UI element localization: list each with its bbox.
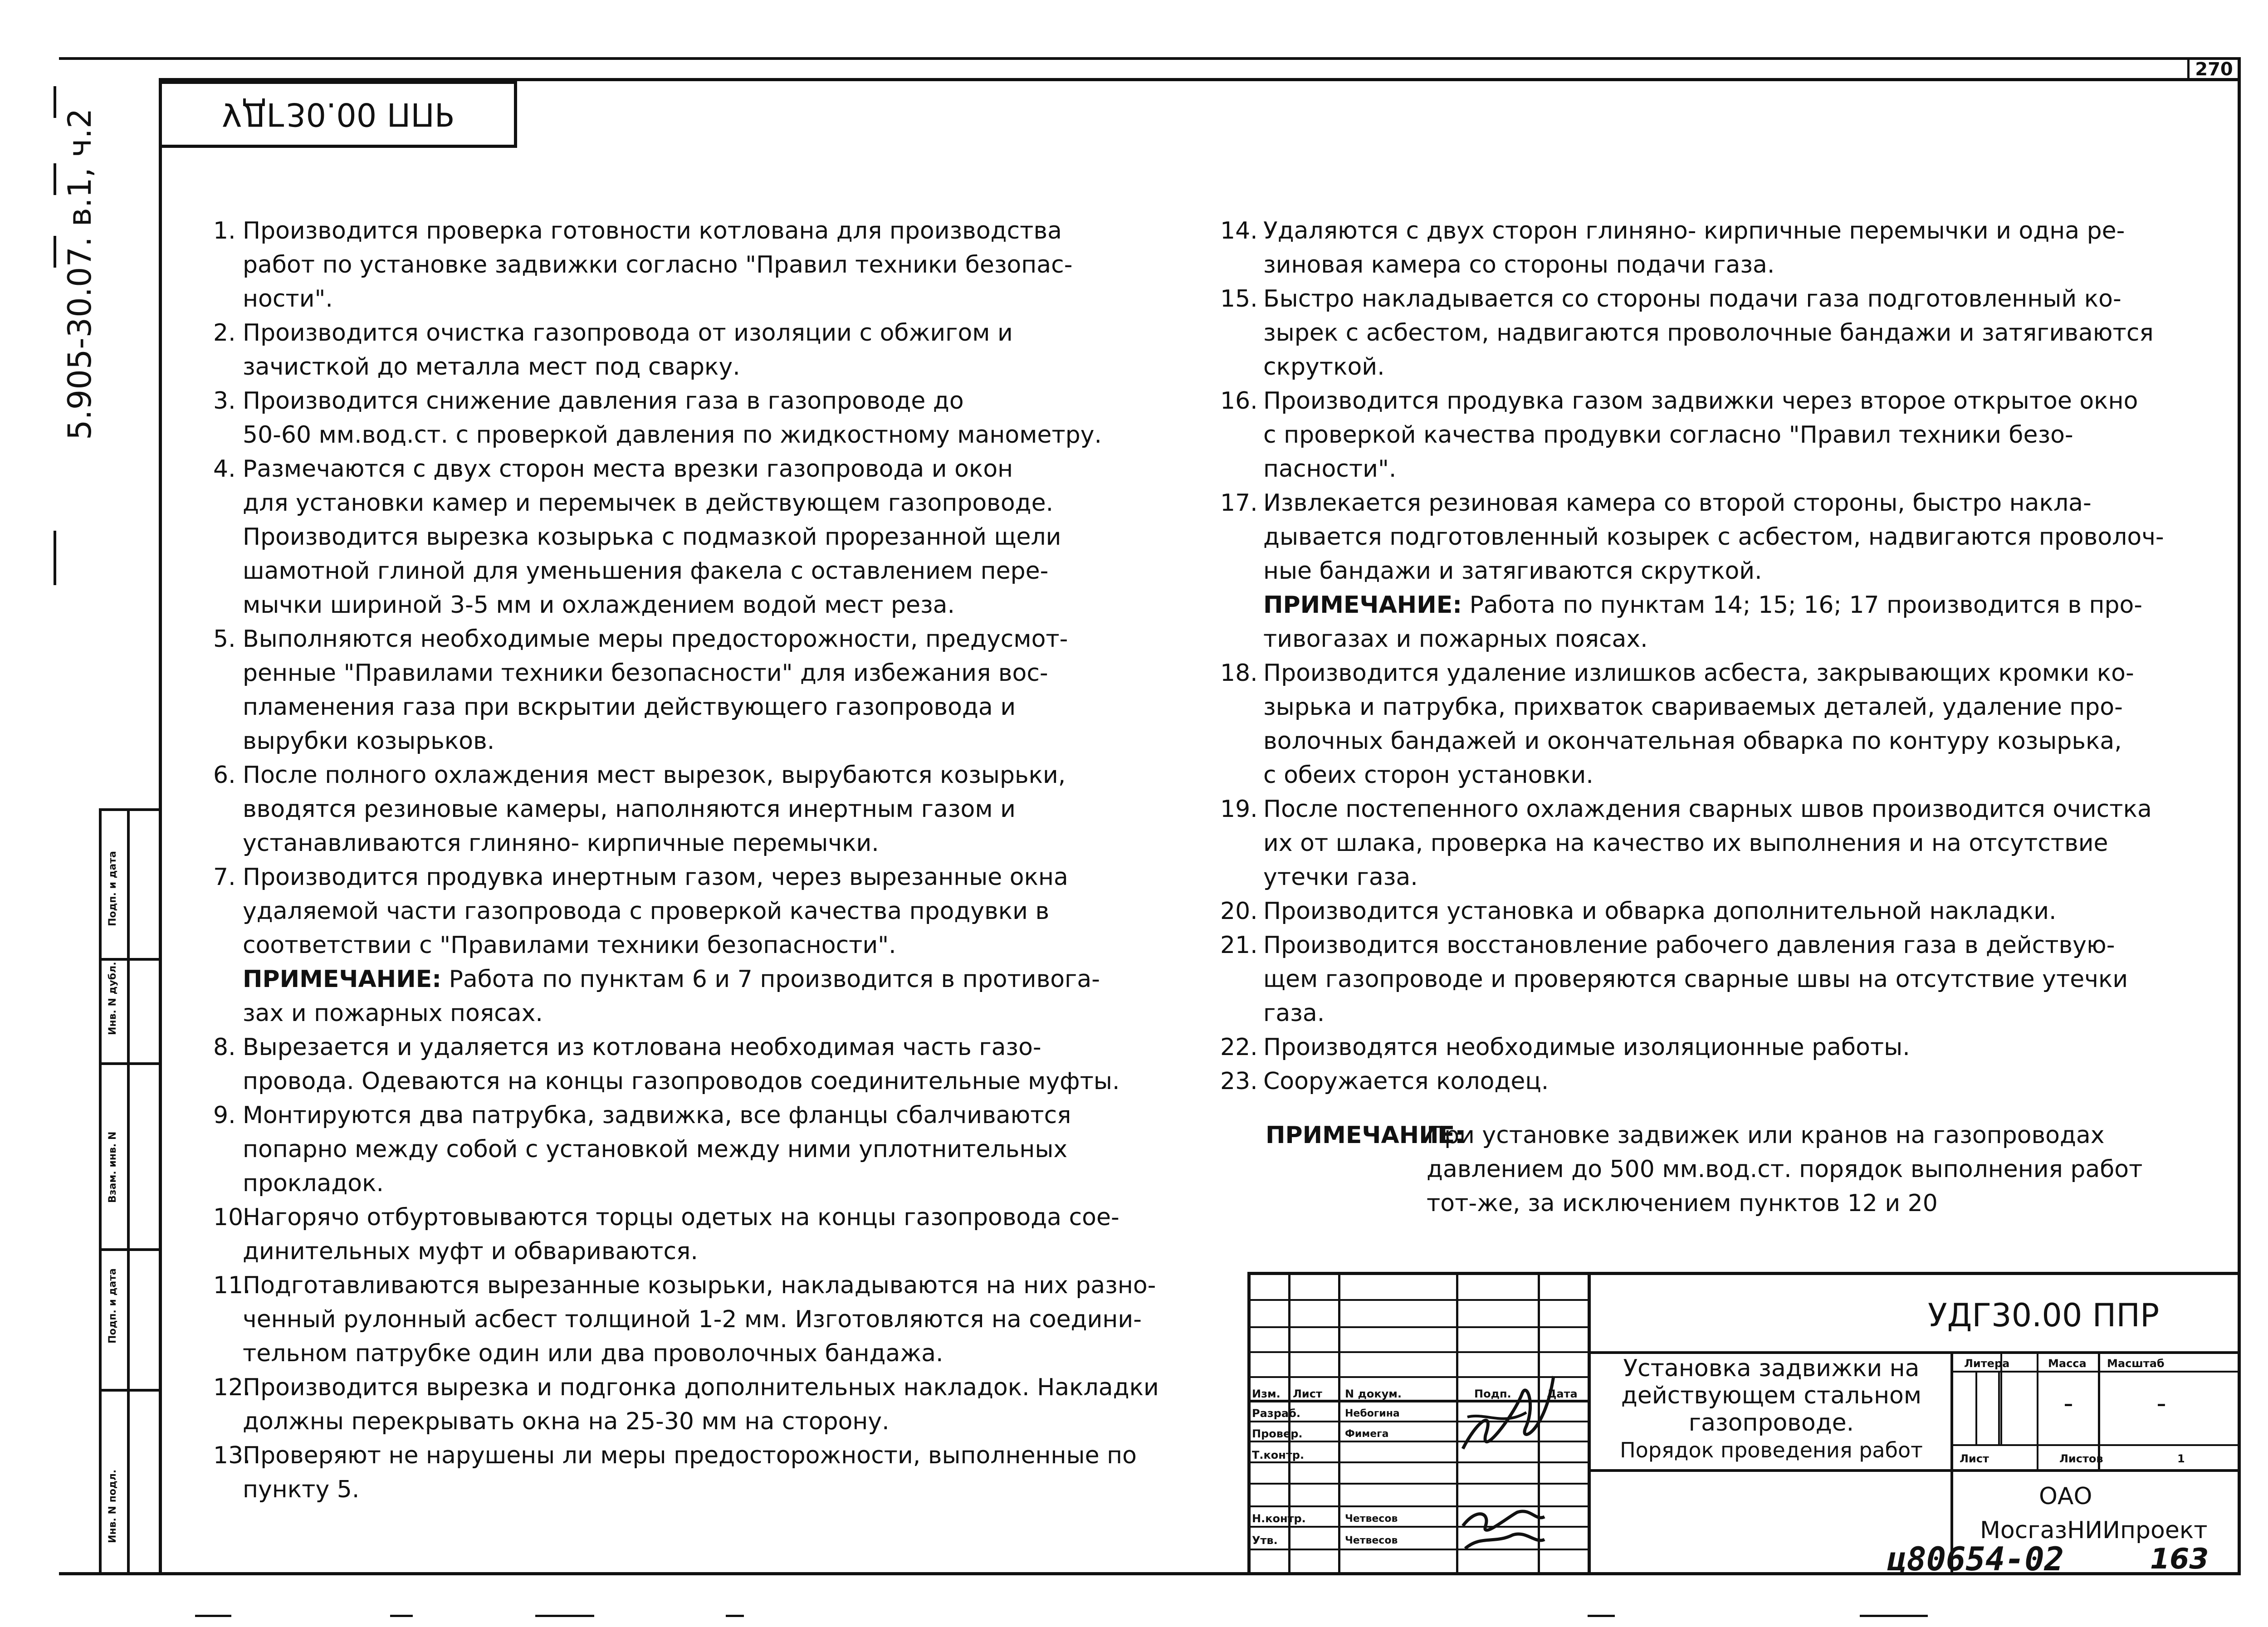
step-text: Нагорячо отбуртовываются торцы одетых на концы газопровода сое- динительных муфт и обвариваются. <box>243 1204 1119 1265</box>
listov-label: Листов <box>2059 1452 2103 1465</box>
hdr-data: Дата <box>1547 1388 1578 1400</box>
bottom-dash <box>726 1615 744 1617</box>
step-number: 12. <box>213 1374 251 1401</box>
masshtab-value: - <box>2156 1388 2166 1419</box>
step-item <box>1220 384 2209 486</box>
step-text: После постепенного охлаждения сварных швов производится очистка их от шлака, проверка на качество их выполнения и на отсутствие утечки газа. <box>1263 796 2152 891</box>
hdr-masshtab: Масштаб <box>2107 1357 2165 1370</box>
role-razrab: Разраб. <box>1252 1407 1300 1420</box>
step-text: После полного охлаждения мест вырезок, вырубаются козырьки, вводятся резиновые камеры, наполняются инертным газом и устанавливаются глиняно- кирпичные перемычки. <box>243 762 1066 857</box>
massa-value: - <box>2063 1388 2073 1419</box>
step-number: 17. <box>1220 489 1258 517</box>
step-item <box>1220 656 2209 792</box>
name-razrab: Небогина <box>1345 1408 1400 1419</box>
margin-tick <box>54 236 56 268</box>
role-utv: Утв. <box>1252 1534 1278 1547</box>
step-number: 14. <box>1220 217 1258 244</box>
step-number: 20. <box>1220 898 1258 925</box>
step-text: Монтируются два патрубка, задвижка, все фланцы сбалчиваются попарно между собой с установкой между ними уплотнительных прокладок. <box>243 1102 1071 1197</box>
sheet-number: 270 <box>2187 57 2241 81</box>
name-nkontr: Четвесов <box>1345 1513 1398 1524</box>
org-name: МосгазНИИпроект <box>1980 1517 2208 1544</box>
step-text: Выполняются необходимые меры предосторожности, предусмот- ренные "Правилами техники безопасности" для избежания вос- пламенения газа при вскрытии действующего газопровода и вырубки козырьков. <box>243 625 1068 755</box>
step-item <box>213 1371 1198 1439</box>
step-item <box>213 622 1198 758</box>
step-number: 4. <box>213 455 236 483</box>
step-number: 22. <box>1220 1034 1258 1061</box>
hdr-massa: Масса <box>2048 1357 2087 1370</box>
title-line: Установка задвижки на <box>1623 1355 1920 1382</box>
frame-left-line <box>159 78 162 1575</box>
step-number: 15. <box>1220 285 1258 313</box>
step-item <box>213 1269 1198 1371</box>
step-number: 18. <box>1220 660 1258 687</box>
step-number: 13. <box>213 1442 251 1469</box>
step-note <box>1263 588 2209 656</box>
signature <box>1458 1367 1558 1471</box>
top-border-line <box>59 57 2241 60</box>
step-text: Производится восстановление рабочего давления газа в действую- щем газопроводе и проверяются сварные швы на отсутствие утечки газа. <box>1263 932 2128 1027</box>
step-number: 3. <box>213 387 236 415</box>
handwritten-page: 163 <box>2150 1542 2209 1575</box>
bottom-dash <box>1860 1615 1928 1617</box>
step-number: 6. <box>213 762 236 789</box>
step-item <box>213 1099 1198 1201</box>
margin-tick <box>54 163 56 195</box>
step-number: 2. <box>213 319 236 347</box>
series-code: 5.905-30.07. в.1, ч.2 <box>61 108 98 440</box>
org-name: ОАО <box>2039 1483 2092 1510</box>
step-number: 19. <box>1220 796 1258 823</box>
step-item <box>213 452 1198 622</box>
bottom-dash <box>1588 1615 1615 1617</box>
step-number: 16. <box>1220 387 1258 415</box>
side-label: Подп. и дата <box>107 1268 118 1344</box>
step-item <box>1220 282 2209 384</box>
step-number: 1. <box>213 217 236 244</box>
step-number: 8. <box>213 1034 236 1061</box>
step-number: 9. <box>213 1102 236 1129</box>
steps-right-column <box>1220 214 2209 1099</box>
note-label: ПРИМЕЧАНИЕ: <box>1263 591 1462 619</box>
step-text: Вырезается и удаляется из котлована необходимая часть газо- провода. Одеваются на концы газопроводов соединительные муфты. <box>243 1034 1120 1095</box>
role-prover: Провер. <box>1252 1427 1303 1440</box>
step-text: Проверяют не нарушены ли меры предосторожности, выполненные по пункту 5. <box>243 1442 1137 1503</box>
step-note <box>243 963 1198 1031</box>
step-text: Производится продувка инертным газом, через вырезанные окна удаляемой части газопровода с проверкой качества продувки в соответствии с "Правилами техники безопасности". <box>243 864 1068 959</box>
bottom-dash <box>535 1615 594 1617</box>
step-text: Сооружается колодец. <box>1263 1068 1549 1095</box>
title-text <box>1592 1355 1950 1464</box>
step-text: Производится проверка готовности котлована для производства работ по установке задвижки согласно "Правил техники безопас- ности". <box>243 217 1073 313</box>
final-note-text: При установке задвижек или кранов на газопроводах давлением до 500 мм.вод.ст. порядок выполнения работ тот-же, за исключением пунктов 12 и 20 <box>1427 1122 2143 1217</box>
hdr-podp: Подп. <box>1474 1388 1511 1400</box>
step-item <box>213 1031 1198 1099</box>
step-text: Быстро накладывается со стороны подачи газа подготовленный ко- зырек с асбестом, надвигаются проволочные бандажи и затягиваются скруткой. <box>1263 285 2154 381</box>
step-text: Производится удаление излишков асбеста, закрывающих кромки ко- зырька и патрубка, прихваток свариваемых деталей, удаление про- волочных бандажей и окончательная обварка по контуру козырька, с обеих сторон установки. <box>1263 660 2134 789</box>
step-number: 21. <box>1220 932 1258 959</box>
step-text: Размечаются с двух сторон места врезки газопровода и окон для установки камер и перемычек в действующем газопроводе. Производится вырезка козырька с подмазкой прорезанной щели шамотной глиной для уменьшения факела с оставлением пере- мычки шириной 3-5 мм и охлаждением водой мест реза. <box>243 455 1061 619</box>
step-item <box>213 1439 1198 1507</box>
designation: УДГ30.00 ППР <box>1928 1297 2160 1334</box>
role-tkontr: Т.контр. <box>1252 1449 1305 1461</box>
step-number: 23. <box>1220 1068 1258 1095</box>
hdr-izm: Изм. <box>1252 1388 1281 1400</box>
steps-left-column <box>213 214 1198 1507</box>
step-item <box>213 860 1198 1031</box>
step-text: Удаляются с двух сторон глиняно- кирпичные перемычки и одна ре- зиновая камера со стороны подачи газа. <box>1263 217 2125 278</box>
note-text: Работа по пунктам 14; 15; 16; 17 производится в про- тивогазах и пожарных поясах. <box>1263 591 2143 653</box>
step-item <box>213 316 1198 384</box>
step-text: Производится очистка газопровода от изоляции с обжигом и зачисткой до металла мест под сварку. <box>243 319 1013 381</box>
title-line: действующем стальном <box>1621 1382 1922 1409</box>
side-label: Подп. и дата <box>107 851 118 926</box>
step-item <box>1220 894 2209 928</box>
side-label: Инв. N подл. <box>107 1469 118 1543</box>
signature <box>1458 1499 1549 1558</box>
step-item <box>1220 1031 2209 1065</box>
side-label: Взам. инв. N <box>107 1131 118 1203</box>
title-line: Порядок проведения работ <box>1620 1438 1923 1462</box>
step-text: Подготавливаются вырезанные козырьки, накладываются на них разно- ченный рулонный асбест толщиной 1-2 мм. Изготовляются на соедини- тельном патрубке один или два проволочных бандажа. <box>243 1272 1156 1367</box>
role-nkontr: Н.контр. <box>1252 1512 1306 1525</box>
step-item <box>1220 928 2209 1031</box>
step-number: 5. <box>213 625 236 653</box>
mirrored-stamp: УДГ30.00 ППР <box>159 81 517 148</box>
step-item <box>1220 1065 2209 1099</box>
note-label: ПРИМЕЧАНИЕ: <box>243 966 442 993</box>
step-text: Производится вырезка и подгонка дополнительных накладок. Накладки должны перекрывать окна на 25-30 мм на сторону. <box>243 1374 1159 1435</box>
step-text: Извлекается резиновая камера со второй стороны, быстро накла- дывается подготовленный козырек с асбестом, надвигаются проволоч- ные бандажи и затягиваются скруткой. <box>1263 489 2164 585</box>
hdr-list: Лист <box>1293 1388 1322 1400</box>
step-number: 11. <box>213 1272 251 1299</box>
final-note-label: ПРИМЕЧАНИЕ: <box>1266 1122 1465 1149</box>
hdr-litera: Литера <box>1964 1357 2010 1370</box>
bottom-dash <box>390 1615 413 1617</box>
step-text: Производится установка и обварка дополнительной накладки. <box>1263 898 2057 925</box>
step-item <box>213 384 1198 452</box>
bottom-dash <box>195 1615 231 1617</box>
step-item <box>1220 214 2209 282</box>
note-text: Работа по пунктам 6 и 7 производится в противога- зах и пожарных поясах. <box>243 966 1100 1027</box>
hdr-ndoc: N докум. <box>1345 1388 1402 1400</box>
margin-tick <box>54 86 56 118</box>
step-item <box>213 1201 1198 1269</box>
title-block <box>1247 1272 2241 1575</box>
step-item <box>213 758 1198 860</box>
name-prover: Фимега <box>1345 1428 1389 1440</box>
list-label: Лист <box>1960 1452 1989 1465</box>
step-text: Производится снижение давления газа в газопроводе до 50-60 мм.вод.ст. с проверкой давления по жидкостному манометру. <box>243 387 1102 449</box>
step-item <box>1220 486 2209 656</box>
side-label: Инв. N дубл. <box>107 962 118 1035</box>
step-text: Производится продувка газом задвижки через второе открытое окно с проверкой качества продувки согласно "Правил техники безо- пасности". <box>1263 387 2138 483</box>
step-item <box>1220 792 2209 894</box>
handwritten-number: ц80654-02 <box>1887 1540 2064 1578</box>
step-number: 7. <box>213 864 236 891</box>
name-utv: Четвесов <box>1345 1535 1398 1546</box>
step-number: 10. <box>213 1204 251 1231</box>
margin-tick <box>54 531 56 585</box>
step-item <box>213 214 1198 316</box>
title-line: газопроводе. <box>1688 1409 1854 1436</box>
final-note <box>1266 1119 2173 1221</box>
side-stamp <box>99 808 159 1575</box>
listov-value: 1 <box>2177 1452 2185 1465</box>
step-text: Производятся необходимые изоляционные работы. <box>1263 1034 1910 1061</box>
